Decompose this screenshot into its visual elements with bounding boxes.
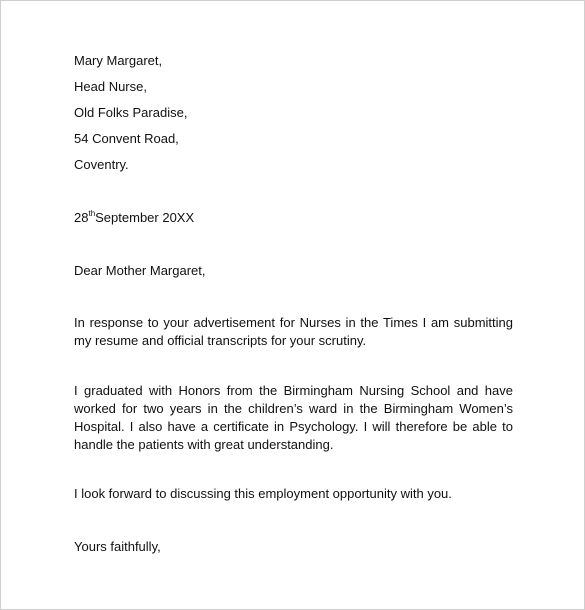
recipient-city: Coventry. xyxy=(74,157,129,172)
paragraph-3: I look forward to discussing this employment opportunity with you. xyxy=(74,486,452,501)
paragraph-2: I graduated with Honors from the Birmingham Nursing School and have worked for two years in the children’s ward in the Birmingham Women’s Hospital. I also have a certificate in Psychology. I will therefore be able to handle the patients with great understanding. xyxy=(74,383,513,452)
recipient-name: Mary Margaret, xyxy=(74,53,163,68)
letter-date xyxy=(74,209,194,227)
recipient-street: 54 Convent Road, xyxy=(74,131,179,146)
recipient-title: Head Nurse, xyxy=(74,79,147,94)
paragraph-1: In response to your advertisement for Nurses in the Times I am submitting my resume and official transcripts for your scrutiny. xyxy=(74,315,513,348)
recipient-organization: Old Folks Paradise, xyxy=(74,105,188,120)
date-month-year: September 20XX xyxy=(95,210,195,225)
salutation: Dear Mother Margaret, xyxy=(74,263,206,278)
closing: Yours faithfully, xyxy=(74,539,161,554)
date-day: 28 xyxy=(74,210,89,225)
date-suffix: th xyxy=(88,209,96,218)
